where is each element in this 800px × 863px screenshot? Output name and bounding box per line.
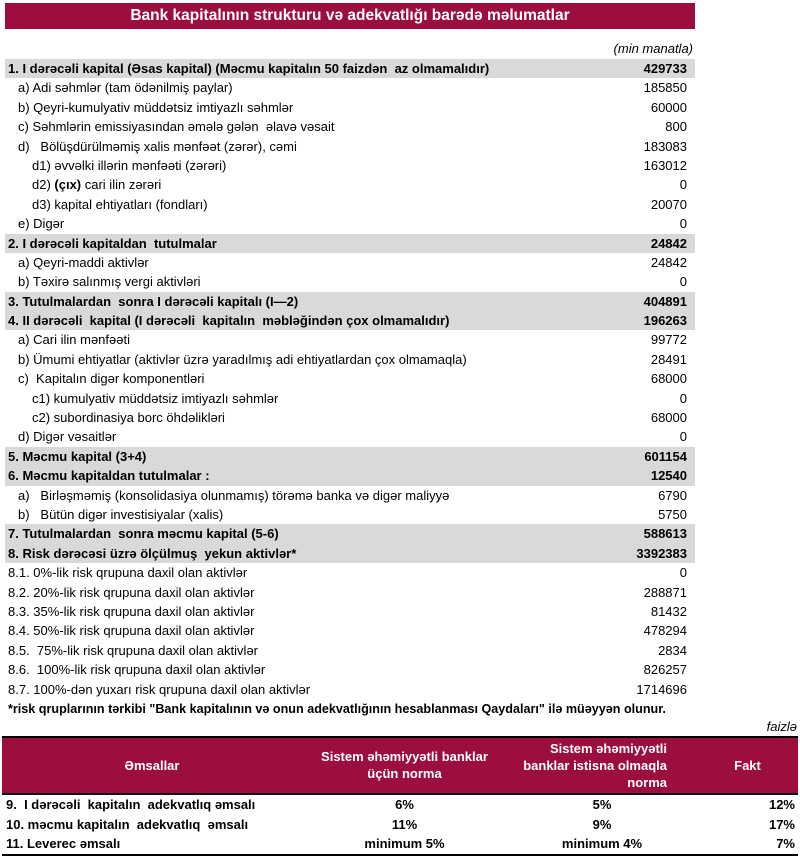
row-value: 5750: [658, 506, 687, 522]
row-value: 800: [665, 119, 687, 135]
table-row: [5, 389, 695, 408]
row-label: c) Kapitalın digər komponentləri: [18, 371, 205, 387]
ratios-table-header: [2, 738, 798, 795]
row-value: 0: [679, 216, 687, 232]
row-value: 826257: [643, 662, 687, 678]
row-label: d) Digər vəsaitlər: [18, 429, 117, 445]
row-label: 8.3. 35%-lik risk qrupuna daxil olan aktivlər: [8, 603, 255, 619]
table-row: [5, 447, 695, 466]
row-label: d2) (çıx) cari ilin zərəri: [32, 177, 162, 193]
row-label: 8. Risk dərəcəsi üzrə ölçülmuş yekun aktivlər*: [8, 545, 297, 561]
table-row: [5, 117, 695, 136]
row-value: 99772: [650, 332, 687, 348]
table-row: [5, 660, 695, 679]
ratio-label: 11. Leverec əmsalı: [6, 836, 121, 852]
row-value: 12540: [650, 468, 687, 484]
row-value: 196263: [643, 313, 687, 329]
ratio-fact: 7%: [776, 836, 795, 852]
row-value: 0: [679, 565, 687, 581]
row-value: 68000: [650, 371, 687, 387]
ratio-fact: 17%: [768, 816, 795, 832]
row-label: c) Səhmlərin emissiyasından əmələ gələn əlavə vəsait: [18, 119, 335, 135]
ratio-row: [2, 814, 798, 834]
row-value: 24842: [650, 254, 687, 270]
ratio-fact: 12%: [768, 797, 795, 813]
table-row: [5, 369, 695, 388]
table-row: [5, 427, 695, 446]
table-row: [5, 544, 695, 563]
row-label: 8.7. 100%-dən yuxarı risk qrupuna daxil olan aktivlər: [8, 681, 311, 697]
row-label: 8.5. 75%-lik risk qrupuna daxil olan aktivlər: [8, 642, 259, 658]
ratio-norm-systemic: 6%: [395, 797, 414, 813]
report-page: [0, 3, 800, 863]
ratio-norm-non-systemic: minimum 4%: [561, 836, 643, 852]
row-value: 1714696: [636, 681, 687, 697]
table-row: [5, 234, 695, 253]
ratios-table-body: [2, 795, 798, 854]
table-row: [5, 583, 695, 602]
ratio-norm-systemic: 11%: [391, 816, 418, 832]
header-norm-systemic: Sistem əhəmiyyətli banklar üçün norma: [321, 749, 488, 782]
header-coefficients: Əmsallar: [124, 757, 180, 773]
ratio-row: [2, 795, 798, 815]
row-value: 28491: [650, 351, 687, 367]
row-label: b) Təxirə salınmış vergi aktivləri: [18, 274, 201, 290]
table-row: [5, 214, 695, 233]
row-label: d3) kapital ehtiyatları (fondları): [32, 196, 208, 212]
capital-section: [5, 3, 695, 716]
row-value: 404891: [643, 293, 687, 309]
row-value: 183083: [643, 138, 687, 154]
row-value: 429733: [643, 61, 687, 76]
row-label: 6. Məcmu kapitaldan tutulmalar :: [8, 468, 210, 484]
table-row: [5, 78, 695, 97]
row-label: 8.4. 50%-lik risk qrupuna daxil olan aktivlər: [8, 623, 255, 639]
table-row: [5, 563, 695, 582]
table-row: [5, 408, 695, 427]
table-row: [5, 641, 695, 660]
table-row: [5, 292, 695, 311]
report-title: Bank kapitalının strukturu və adekvatlığı barədə məlumatlar: [5, 3, 695, 29]
row-label: 8.2. 20%-lik risk qrupuna daxil olan aktivlər: [8, 584, 255, 600]
row-label: 1. I dərəcəli kapital (Əsas kapital) (Məcmu kapitalın 50 faizdən az olmamalıdır): [8, 61, 490, 76]
ratios-table: [2, 736, 798, 856]
header-fact: Fakt: [734, 757, 761, 773]
table-row: [5, 602, 695, 621]
row-label: 4. II dərəcəli kapital (I dərəcəli kapitalın məbləğindən çox olmamalıdır): [8, 313, 450, 329]
table-row: [5, 505, 695, 524]
table-row: [5, 137, 695, 156]
row-label: b) Bütün digər investisiyalar (xalis): [18, 506, 224, 522]
row-value: 0: [679, 390, 687, 406]
row-value: 588613: [643, 526, 687, 542]
row-label: b) Qeyri-kumulyativ müddətsiz imtiyazlı səhmlər: [18, 99, 294, 115]
table-row: [5, 156, 695, 175]
row-label: 8.1. 0%-lik risk qrupuna daxil olan aktivlər: [8, 565, 248, 581]
percent-note: faizlə: [766, 718, 797, 734]
row-value: 288871: [643, 584, 687, 600]
header-norm-non-systemic: Sistem əhəmiyyətli banklar istisna olmaqla norma: [523, 740, 667, 790]
row-label: 7. Tutulmalardan sonra məcmu kapital (5-6): [8, 526, 279, 542]
ratio-label: 10. məcmu kapitalın adekvatlıq əmsalı: [6, 816, 249, 832]
row-value: 185850: [643, 80, 687, 96]
table-row: [5, 311, 695, 330]
row-value: 81432: [650, 603, 687, 619]
row-value: 20070: [650, 196, 687, 212]
row-label: 2. I dərəcəli kapitaldan tutulmalar: [8, 235, 217, 251]
row-value: 163012: [643, 157, 687, 173]
row-value: 2834: [658, 642, 687, 658]
capital-table: [5, 59, 695, 699]
row-value: 601154: [644, 448, 687, 464]
row-value: 60000: [650, 99, 687, 115]
row-label: b) Ümumi ehtiyatlar (aktivlər üzrə yaradılmış adi ehtiyatlardan çox olmamaqla): [18, 351, 467, 367]
ratio-row: [2, 834, 798, 854]
table-row: [5, 175, 695, 194]
row-label: c1) kumulyativ müddətsiz imtiyazlı səhmlər: [32, 390, 279, 406]
row-label: a) Adi səhmlər (tam ödənilmiş paylar): [18, 80, 233, 96]
table-row: [5, 195, 695, 214]
units-note: (min manatla): [613, 41, 693, 56]
row-label: c2) subordinasiya borc öhdəlikləri: [32, 410, 225, 426]
row-value: 0: [679, 177, 687, 193]
row-value: 478294: [643, 623, 687, 639]
table-row: [5, 98, 695, 117]
table-row: [5, 680, 695, 699]
row-label: a) Qeyri-maddi aktivlər: [18, 254, 149, 270]
row-value: 24842: [650, 235, 687, 251]
table-row: [5, 330, 695, 349]
risk-groups-footnote: *risk qruplarının tərkibi "Bank kapitalının və onun adekvatlığının hesablanması Qaydaları" ilə müəyyən olunur.: [8, 701, 666, 716]
table-row: [5, 466, 695, 485]
table-row: [5, 350, 695, 369]
row-value: 6790: [658, 487, 687, 503]
table-row: [5, 486, 695, 505]
row-value: 0: [679, 429, 687, 445]
ratio-label: 9. I dərəcəli kapitalın adekvatlıq əmsalı: [6, 797, 256, 813]
table-row: [5, 272, 695, 291]
row-label: 3. Tutulmalardan sonra I dərəcəli kapitalı (I—2): [8, 293, 299, 309]
row-label: 5. Məcmu kapital (3+4): [8, 448, 147, 464]
ratio-norm-non-systemic: 9%: [592, 816, 612, 832]
row-label: a) Cari ilin mənfəəti: [18, 332, 130, 348]
row-value: 0: [679, 274, 687, 290]
row-label: a) Birləşməmiş (konsolidasiya olunmamış) törəmə banka və digər maliyyə: [18, 487, 450, 503]
table-row: [5, 524, 695, 543]
row-label: 8.6. 100%-lik risk qrupuna daxil olan aktivlər: [8, 662, 266, 678]
row-label: d) Bölüşdürülməmiş xalis mənfəət (zərər), cəmi: [18, 138, 297, 154]
row-label: e) Digər: [18, 216, 65, 232]
ratio-norm-systemic: minimum 5%: [364, 836, 445, 852]
row-value: 3392383: [636, 545, 687, 561]
table-row: [5, 59, 695, 78]
table-row: [5, 621, 695, 640]
row-value: 68000: [650, 410, 687, 426]
table-row: [5, 253, 695, 272]
ratio-norm-non-systemic: 5%: [592, 797, 612, 813]
row-label: d1) əvvəlki illərin mənfəəti (zərəri): [32, 157, 227, 173]
